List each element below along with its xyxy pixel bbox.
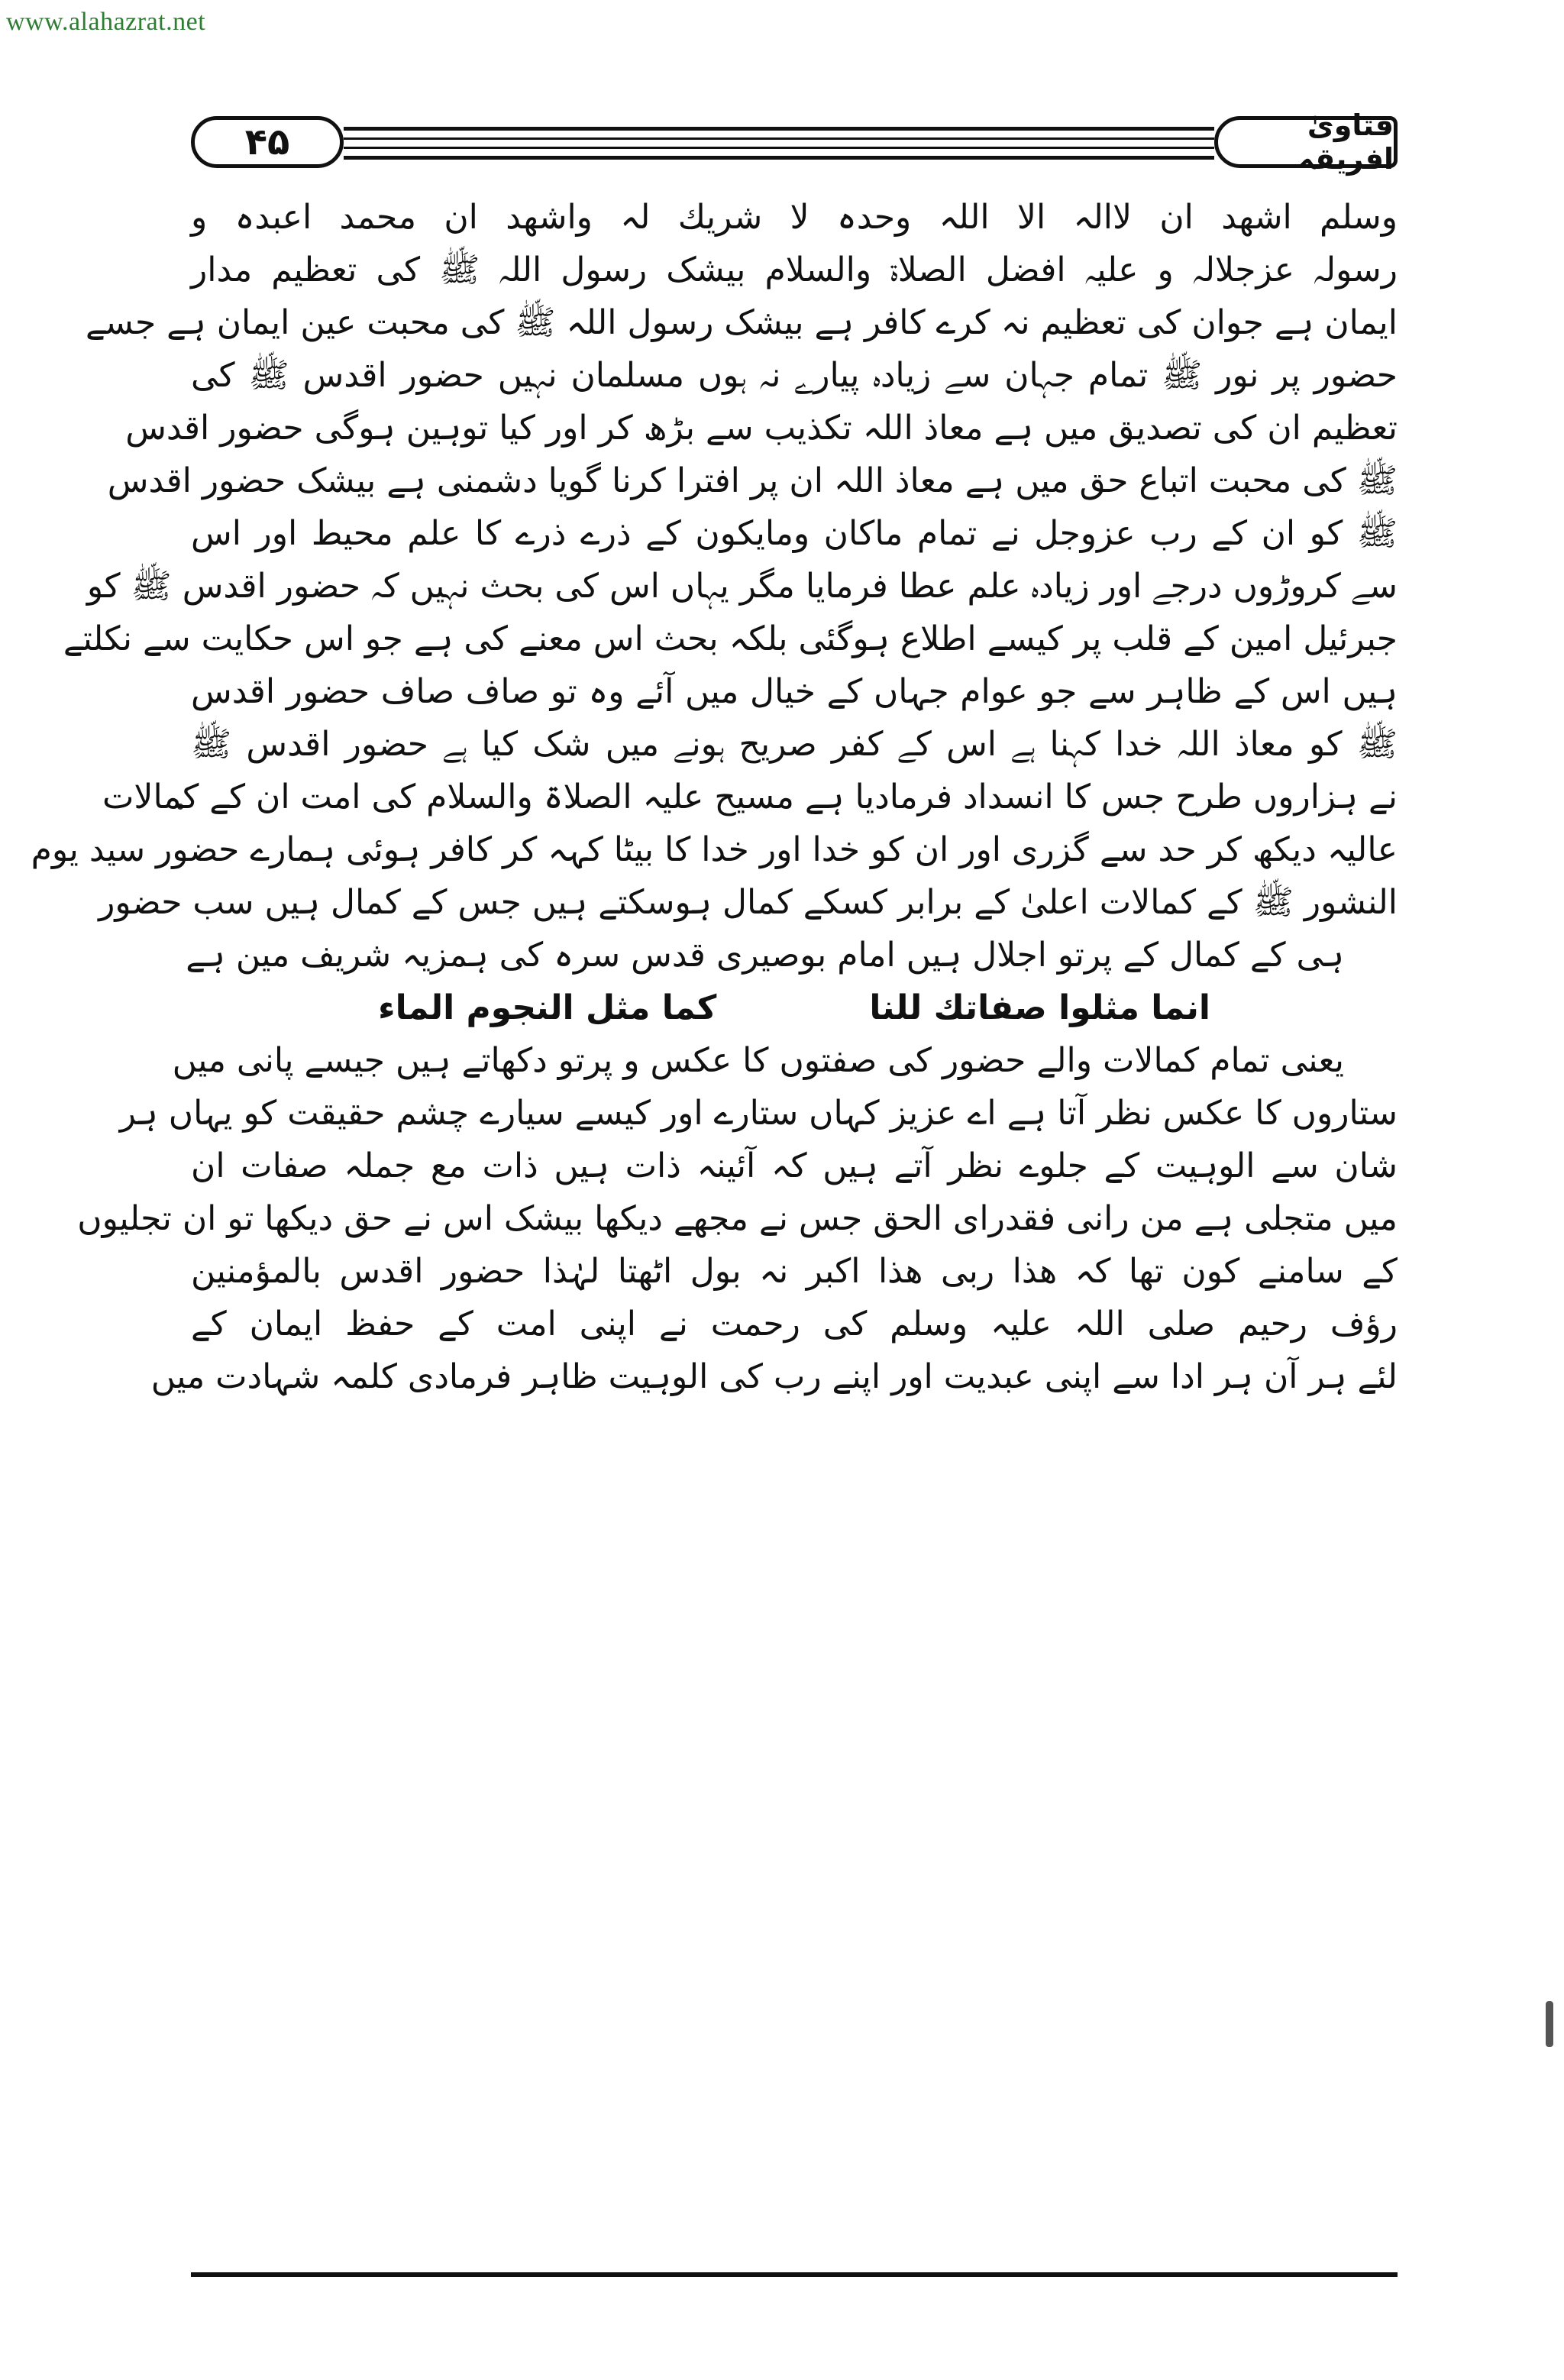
text-line: النشور ﷺ کے کمالات اعلیٰ کے برابر کسکے کمال ہوسکتے ہیں جس کے کمال ہیں سب حضور xyxy=(99,883,1398,922)
header-rule xyxy=(344,127,1214,131)
site-watermark-url[interactable]: www.alahazrat.net xyxy=(6,8,206,36)
text-line: شان سے الوہیت کے جلوے نظر آتے ہیں کہ آئینہ ذات ہیں ذات مع جملہ صفات ان xyxy=(191,1146,1398,1185)
text-line: ستاروں کا عکس نظر آتا ہے اے عزیز کہاں ستارے اور کیسے سیارے چشم حقیقت کو یہاں ہر xyxy=(119,1094,1398,1133)
verse-hemistich-left: کما مثل النجوم الماء xyxy=(378,988,717,1027)
text-line: ہی کے کمال کے پرتو اجلال ہیں امام بوصیری قدس سرہ کی ہمزیہ شریف مین ہے xyxy=(186,936,1344,975)
footer-rule xyxy=(191,2272,1398,2277)
header-rule xyxy=(344,156,1214,160)
text-line: کے سامنے کون تھا کہ ھذا ربی ھذا اکبر نہ بول اٹھتا لہٰذا حضور اقدس بالمؤمنین xyxy=(191,1252,1398,1291)
text-line: میں متجلی ہے من رانی فقدرای الحق جس نے مجھے دیکھا بیشک اس نے حق دیکھا تو ان تجلیوں xyxy=(77,1199,1398,1238)
text-line: رؤف رحیم صلی اللہ علیہ وسلم کی رحمت نے اپنی امت کے حفظ ایمان کے xyxy=(191,1305,1398,1344)
page-body-text xyxy=(31,191,1398,1403)
verse-couplet xyxy=(191,981,1398,1034)
page-number: ۴۵ xyxy=(191,116,344,168)
text-line: ﷺ کی محبت اتباع حق میں ہے معاذ اللہ ان پر افترا کرنا گویا دشمنی ہے بیشک حضور اقدس xyxy=(107,461,1398,500)
verse-hemistich-right: انما مثلوا صفاتك للنا xyxy=(869,988,1210,1027)
text-line: ایمان ہے جوان کی تعظیم نہ کرے کافر ہے بیشک رسول اللہ ﷺ کی محبت عین ایمان ہے جسے xyxy=(85,303,1398,342)
text-line: ہیں اس کے ظاہر سے جو عوام جہاں کے خیال میں آئے وہ تو صاف صاف حضور اقدس xyxy=(191,672,1398,711)
header-rule xyxy=(344,137,1214,140)
text-line: لئے ہر آن ہر ادا سے اپنی عبدیت اور اپنے رب کی الوہیت ظاہر فرمادی کلمہ شہادت میں xyxy=(150,1357,1398,1396)
text-line: نے ہزاروں طرح جس کا انسداد فرمادیا ہے مسیح علیہ الصلاۃ والسلام کی امت ان کے کمالات xyxy=(102,778,1398,817)
text-line: رسولہ عزجلالہ و علیہ افضل الصلاۃ والسلام بیشک رسول اللہ ﷺ کی تعظیم مدار xyxy=(191,251,1398,289)
text-line: تعظیم ان کی تصدیق میں ہے معاذ اللہ تکذیب سے بڑھ کر اور کیا توہین ہوگی حضور اقدس xyxy=(125,409,1398,448)
text-line: حضور پر نور ﷺ تمام جہان سے زیادہ پیارے نہ ہوں مسلمان نہیں حضور اقدس ﷺ کی xyxy=(191,356,1398,395)
text-line: سے کروڑوں درجے اور زیادہ علم عطا فرمایا مگر یہاں اس کی بحث نہیں کہ حضور اقدس ﷺ کو xyxy=(86,567,1398,606)
scan-margin-mark xyxy=(1546,2001,1553,2047)
text-line: عالیہ دیکھ کر حد سے گزری اور ان کو خدا اور خدا کا بیٹا کہہ کر کافر ہوئی ہمارے حضور سید یوم xyxy=(31,830,1398,869)
text-line: ﷺ کو معاذ اللہ خدا کہنا ہے اس کے کفر صریح ہونے میں شک کیا ہے حضور اقدس ﷺ xyxy=(191,725,1398,764)
text-line: یعنی تمام کمالات والے حضور کی صفتوں کا عکس و پرتو دکھاتے ہیں جیسے پانی میں xyxy=(172,1041,1344,1080)
header-rule xyxy=(344,147,1214,149)
page-header xyxy=(191,108,1398,176)
text-line: وسلم اشھد ان لاالہ الا اللہ وحدہ لا شریك لہ واشھد ان محمد اعبدہ و xyxy=(191,198,1398,237)
text-line: ﷺ کو ان کے رب عزوجل نے تمام ماکان ومایکون کے ذرے ذرے کا علم محیط اور اس xyxy=(191,514,1398,553)
book-title: فتاویٰ افریقہ xyxy=(1214,116,1398,168)
text-line: جبرئیل امین کے قلب پر کیسے اطلاع ہوگئی بلکہ بحث اس معنے کی ہے جو اس حکایت سے نکلتے xyxy=(63,619,1398,658)
